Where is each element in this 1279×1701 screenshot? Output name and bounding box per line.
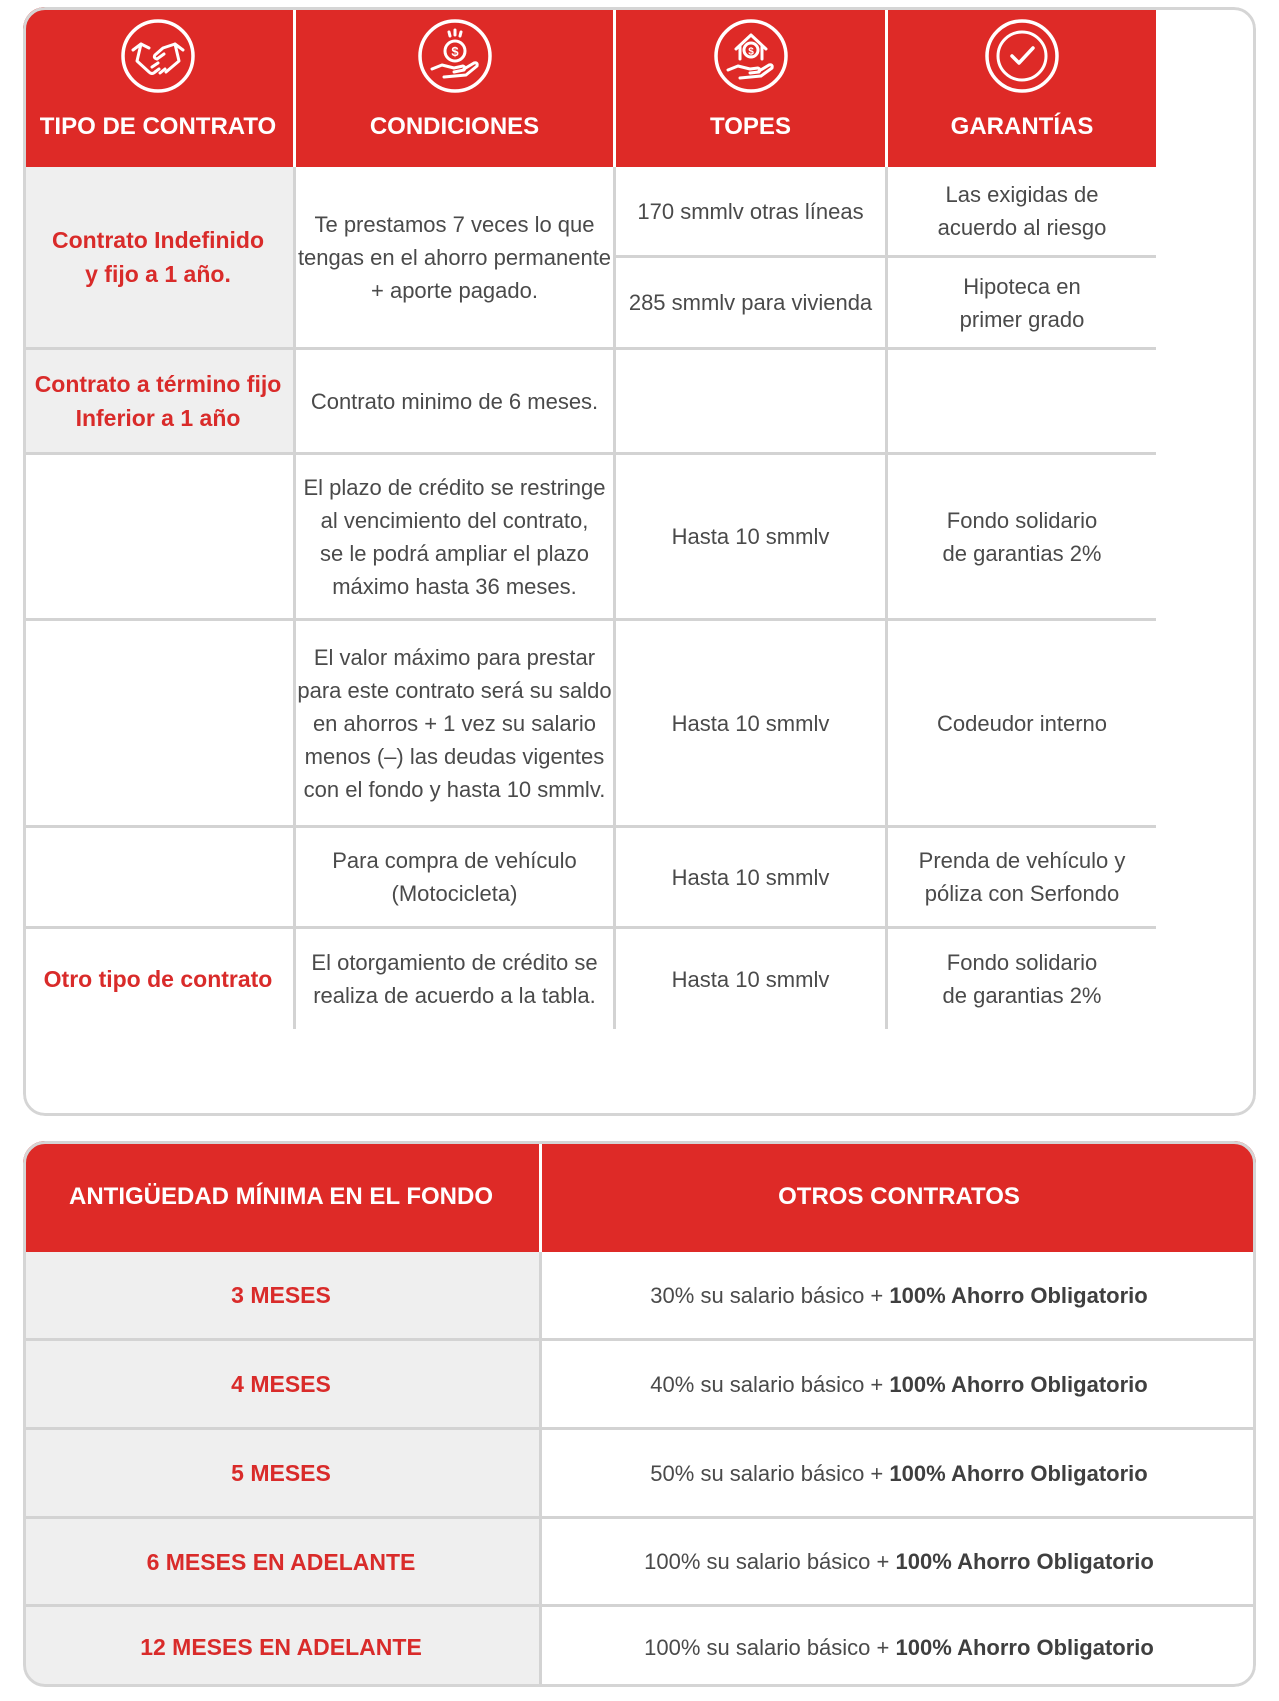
svg-text:$: $ bbox=[747, 46, 754, 58]
r4-condiciones: El valor máximo para prestar para este contrato será su saldo en ahorros + 1 vez su salario menos (–) las deudas vigentes con el fondo y hasta 10 smmlv. bbox=[296, 621, 613, 825]
r4-topes: Hasta 10 smmlv bbox=[616, 621, 885, 825]
r3-condiciones: El plazo de crédito se restringe al vencimiento del contrato, se le podrá ampliar el plazo máximo hasta 36 meses. bbox=[296, 455, 613, 618]
header-label: GARANTÍAS bbox=[950, 113, 1094, 140]
header-condiciones bbox=[296, 7, 613, 167]
house-money-icon bbox=[712, 17, 790, 95]
r1a-topes: 170 smmlv otras líneas bbox=[616, 167, 885, 255]
antiguedad-row-label: 12 MESES EN ADELANTE bbox=[23, 1607, 539, 1687]
r6-topes: Hasta 10 smmlv bbox=[616, 929, 885, 1029]
r3-label-empty bbox=[23, 455, 293, 618]
r2-condiciones: Contrato minimo de 6 meses. bbox=[296, 350, 613, 452]
r5-condiciones: Para compra de vehículo (Motocicleta) bbox=[296, 828, 613, 926]
antiguedad-row-label: 4 MESES bbox=[23, 1341, 539, 1427]
r5-label-empty bbox=[23, 828, 293, 926]
header-garantias bbox=[888, 7, 1156, 167]
header-label: TIPO DE CONTRATO bbox=[39, 113, 277, 140]
label-otro-tipo-de-contrato: Otro tipo de contrato bbox=[23, 929, 293, 1029]
r1b-topes: 285 smmlv para vivienda bbox=[616, 258, 885, 347]
header-topes bbox=[616, 7, 885, 167]
antiguedad-table bbox=[23, 1141, 1256, 1687]
label-contrato-indefinido: Contrato Indefinido y fijo a 1 año. bbox=[23, 167, 293, 347]
r5-garantias: Prenda de vehículo y póliza con Serfondo bbox=[888, 828, 1156, 926]
handshake-icon bbox=[119, 17, 197, 95]
r1b-garantias: Hipoteca en primer grado bbox=[888, 258, 1156, 347]
r1-condiciones: Te prestamos 7 veces lo que tengas en el ahorro permanente + aporte pagado. bbox=[296, 167, 613, 347]
antiguedad-row-value: 100% su salario básico + 100% Ahorro Obligatorio bbox=[542, 1607, 1256, 1687]
r6-garantias: Fondo solidario de garantias 2% bbox=[888, 929, 1156, 1029]
antiguedad-row-label: 5 MESES bbox=[23, 1430, 539, 1516]
checkmark-icon bbox=[983, 17, 1061, 95]
antiguedad-row-label: 3 MESES bbox=[23, 1252, 539, 1338]
r3-topes: Hasta 10 smmlv bbox=[616, 455, 885, 618]
antiguedad-row-value: 50% su salario básico + 100% Ahorro Obligatorio bbox=[542, 1430, 1256, 1516]
r5-topes: Hasta 10 smmlv bbox=[616, 828, 885, 926]
label-contrato-termino-fijo: Contrato a término fijo Inferior a 1 año bbox=[23, 350, 293, 452]
header-otros-contratos: OTROS CONTRATOS bbox=[542, 1141, 1256, 1252]
antiguedad-row-value: 30% su salario básico + 100% Ahorro Obligatorio bbox=[542, 1252, 1256, 1338]
antiguedad-row-label: 6 MESES EN ADELANTE bbox=[23, 1519, 539, 1604]
r4-label-empty bbox=[23, 621, 293, 825]
r2-garantias-empty bbox=[888, 350, 1156, 452]
r2-topes-empty bbox=[616, 350, 885, 452]
money-hand-icon bbox=[416, 17, 494, 95]
r6-condiciones: El otorgamiento de crédito se realiza de acuerdo a la tabla. bbox=[296, 929, 613, 1029]
r3-garantias: Fondo solidario de garantias 2% bbox=[888, 455, 1156, 618]
header-antiguedad: ANTIGÜEDAD MÍNIMA EN EL FONDO bbox=[23, 1141, 539, 1252]
header-label: TOPES bbox=[710, 113, 791, 140]
header-label: CONDICIONES bbox=[369, 113, 540, 140]
antiguedad-row-value: 40% su salario básico + 100% Ahorro Obligatorio bbox=[542, 1341, 1256, 1427]
antiguedad-row-value: 100% su salario básico + 100% Ahorro Obligatorio bbox=[542, 1519, 1256, 1604]
svg-text:$: $ bbox=[450, 44, 459, 59]
r4-garantias: Codeudor interno bbox=[888, 621, 1156, 825]
r1a-garantias: Las exigidas de acuerdo al riesgo bbox=[888, 167, 1156, 255]
header-tipo-de-contrato bbox=[23, 7, 293, 167]
credit-conditions-table bbox=[23, 7, 1256, 1116]
